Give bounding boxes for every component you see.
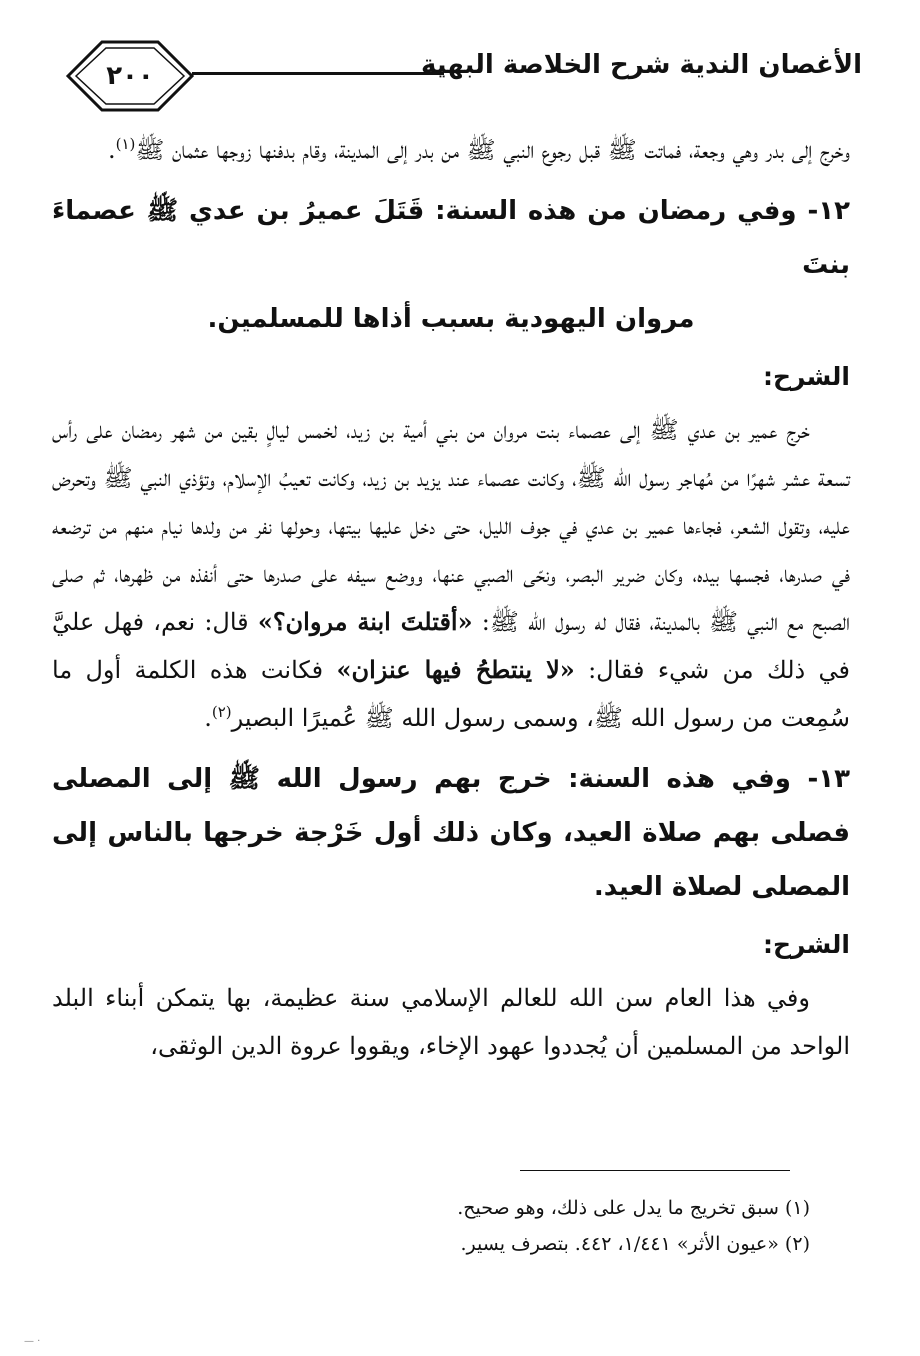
footnote-ref-2: (٢) [211,703,232,721]
heading-12-line1: ١٢- وفي رمضان من هذه السنة: قَتَلَ عميرُ بن عدي ﷺ عصماءَ بنتَ [52,196,850,280]
paragraph-12-part2: قال: نعم، فهل عليَّ في ذلك من شيء فقال: [52,608,850,684]
quote-1: «أقتلتَ ابنة مروان؟» [257,607,473,636]
footnotes [60,1190,810,1262]
paragraph-12-end: . [204,704,212,732]
paragraph-12-part1: خرج عمير بن عدي ﷺ إلى عصماء بنت مروان من بني أمية بن زيد، لخمس ليالٍ بقين من شهر رمضان على رأس تسعة عشر شهرًا من مُهاجر رسول الله ﷺ، وكانت عصماء عند يزيد بن زيد، وكانت تعيبُ الإسلام، وتؤذي النبي ﷺ وتحرض عليه، وتقول الشعر، فجاءها عمير بن عدي في جوف الليل، حتى دخل عليها بيتها، وحولها نفر من ولدها نيام منهم من ترضعه في صدرها، فجسها بيده، وكان ضرير البصر، ونحّى الصبي عنها، ووضع سيفه على صدرها حتى أنفذه من ظهرها، ثم صلى الصبح مع النبي ﷺ بالمدينة، فقال له رسول الله ﷺ: [52,416,851,636]
page-header [60,38,862,114]
footnote-ref-1: (١) [115,135,136,153]
page-number-badge [60,38,200,114]
intro-text: وخرج إلى بدر وهي وجعة، فماتت ﷺ قبل رجوع النبي ﷺ من بدر إلى المدينة، وقام بدفنها زوجها عثمان ﷺ [135,136,850,164]
intro-paragraph [52,126,850,174]
sharh-label-1: الشرح: [763,362,850,391]
sharh-label-2: الشرح: [763,930,850,959]
book-title: الأغصان الندية شرح الخلاصة البهية [420,50,862,80]
main-text [52,126,850,1070]
paragraph-12-part3: فكانت هذه الكلمة أول ما سُمِعت من رسول الله ﷺ، وسمى رسول الله ﷺ عُميرًا البصير [52,656,850,732]
footnote-separator [520,1170,790,1171]
quote-2: «لا ينتطحُ فيها عنزان» [336,655,575,684]
header-rule [192,72,444,75]
heading-12-line2: مروان اليهودية بسبب أذاها للمسلمين. [207,304,695,334]
paragraph-event-13: وفي هذا العام سن الله للعالم الإسلامي سنة عظيمة، بها يتمكن أبناء البلد الواحد من المسلمين أن يُجددوا عهود الإخاء، ويقووا عروة الدين الوثقى، [52,984,850,1060]
corner-mark: — · [24,1336,41,1347]
heading-13-line2: صلاة العيد، وكان ذلك أول خَرْجة خرجها بالناس إلى المصلى لصلاة العيد. [52,818,850,902]
page-number: ٢٠٠ [106,61,154,91]
heading-event-12 [52,184,850,346]
footnote-2: (٢) «عيون الأثر» ١/٤٤١، ٤٤٢. بتصرف يسير. [460,1233,810,1255]
footnote-1: (١) سبق تخريج ما يدل على ذلك، وهو صحيح. [457,1197,810,1219]
paragraph-event-12 [52,406,850,742]
heading-13-line1: ١٣- وفي هذه السنة: خرج بهم رسول الله ﷺ إلى المصلى فصلى بهم [52,764,850,848]
heading-event-13 [52,752,850,914]
intro-end: . [107,136,116,164]
